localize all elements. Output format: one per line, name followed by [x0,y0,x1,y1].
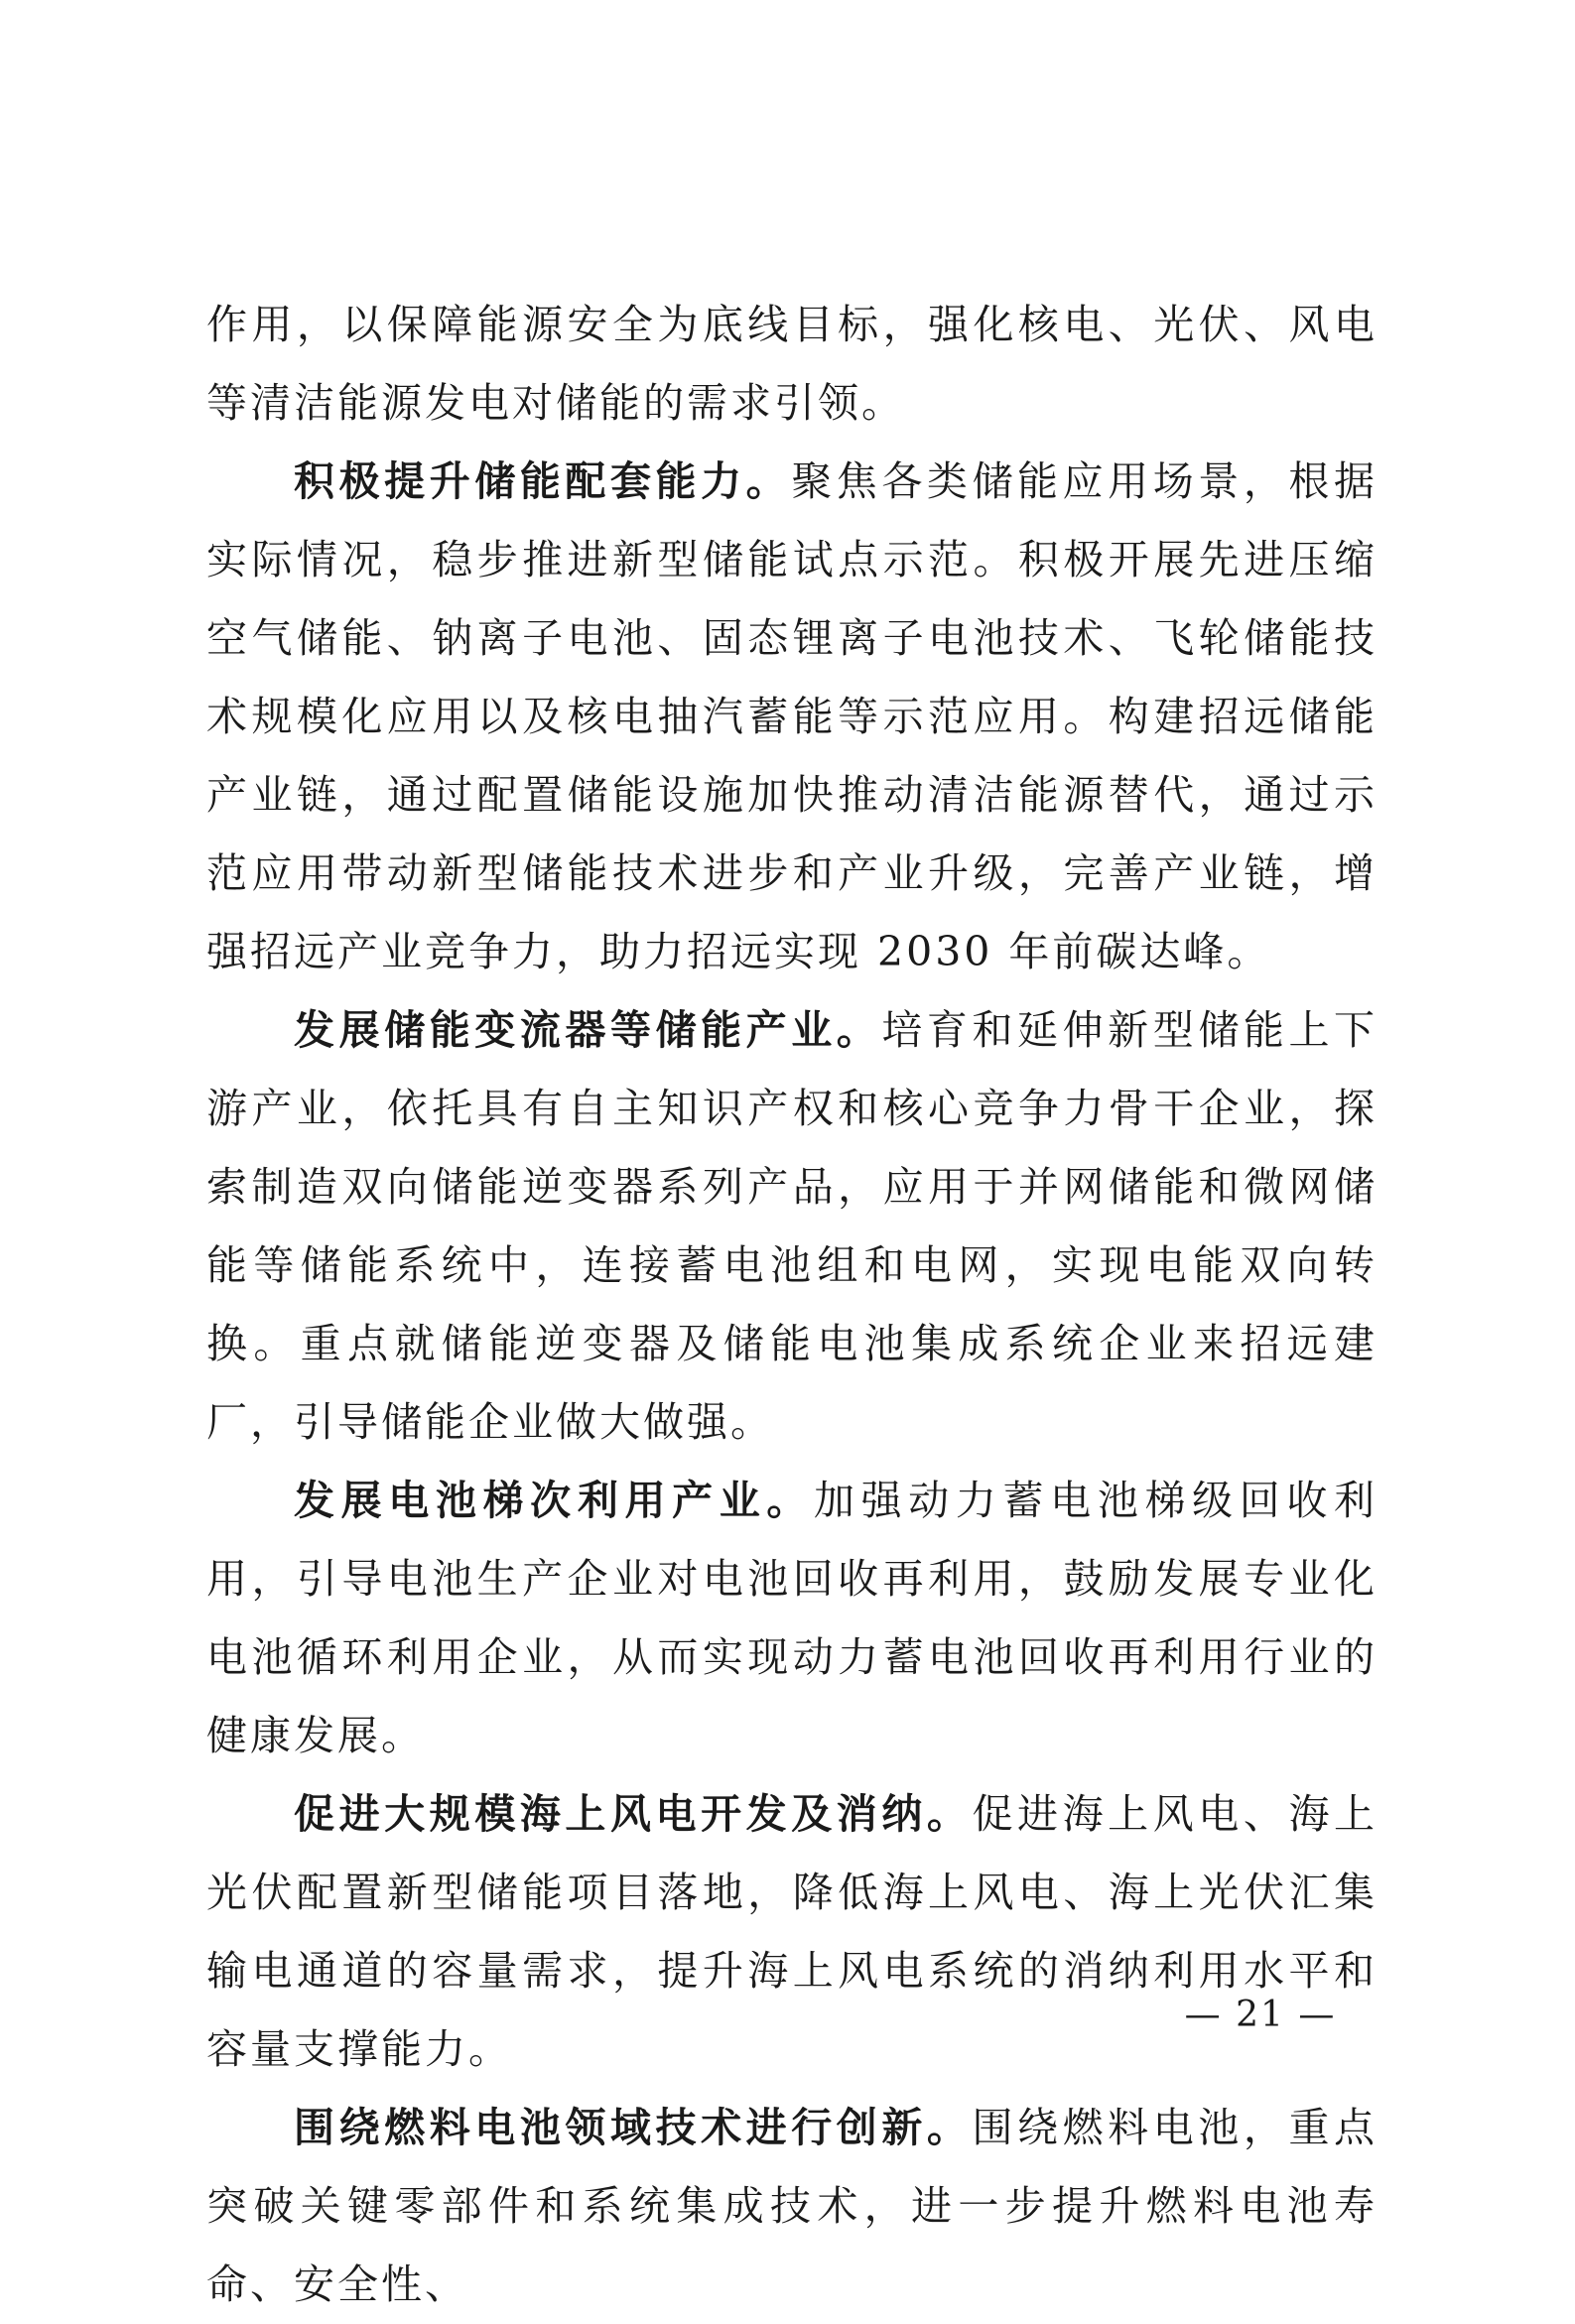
paragraph-text: 作用，以保障能源安全为底线目标，强化核电、光伏、风电等清洁能源发电对储能的需求引领。 [206,301,1378,427]
paragraph-battery-recycling [206,1462,1378,1775]
paragraph-heading: 发展储能变流器等储能产业。 [294,1006,882,1054]
page-number: — 21 — [1184,1995,1337,2035]
paragraph-text: 围绕燃料电池，重点突破关键零部件和系统集成技术，进一步提升燃料电池寿命、安全性、 [206,2104,1378,2308]
paragraph-continuation [206,286,1378,443]
paragraph-text: 聚焦各类储能应用场景，根据实际情况，稳步推进新型储能试点示范。积极开展先进压缩空气储能、钠离子电池、固态锂离子电池技术、飞轮储能技术规模化应用以及核电抽汽蓄能等示范应用。构建招远储能产业链，通过配置储能设施加快推动清洁能源替代，通过示范应用带动新型储能技术进步和产业升级，完善产业链，增强招远产业竞争力，助力招远实现 2030 年前碳达峰。 [206,457,1378,975]
paragraph-offshore-wind [206,1775,1378,2089]
paragraph-fuel-cell [206,2089,1378,2324]
paragraph-text: 培育和延伸新型储能上下游产业，依托具有自主知识产权和核心竞争力骨干企业，探索制造双向储能逆变器系列产品，应用于并网储能和微网储能等储能系统中，连接蓄电池组和电网，实现电能双向转换。重点就储能逆变器及储能电池集成系统企业来招远建厂，引导储能企业做大做强。 [206,1006,1378,1446]
paragraph-converter-industry [206,991,1378,1462]
paragraph-heading: 围绕燃料电池领域技术进行创新。 [294,2104,973,2151]
paragraph-storage-capacity [206,443,1378,991]
paragraph-heading: 促进大规模海上风电开发及消纳。 [294,1790,973,1838]
paragraph-text: 促进海上风电、海上光伏配置新型储能项目落地，降低海上风电、海上光伏汇集输电通道的容量需求，提升海上风电系统的消纳利用水平和容量支撑能力。 [206,1790,1378,2073]
paragraph-heading: 发展电池梯次利用产业。 [294,1477,814,1524]
paragraph-heading: 积极提升储能配套能力。 [294,457,792,505]
paragraph-text: 加强动力蓄电池梯级回收利用，引导电池生产企业对电池回收再利用，鼓励发展专业化电池循环利用企业，从而实现动力蓄电池回收再利用行业的健康发展。 [206,1477,1378,1759]
